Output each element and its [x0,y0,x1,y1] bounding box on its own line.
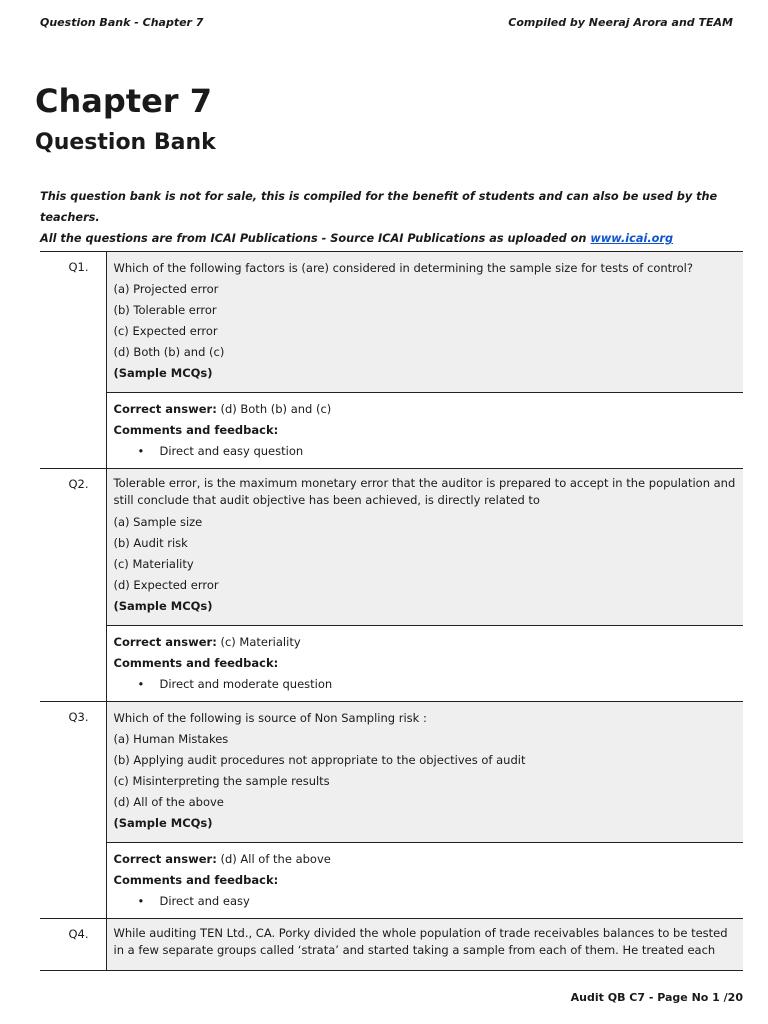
question-row [40,252,743,393]
chapter-title: Chapter 7 [35,82,212,120]
correct-answer-value: (d) Both (b) and (c) [220,402,332,416]
question-source-tag: (Sample MCQs) [113,816,213,830]
page-footer: Audit QB C7 - Page No 1 /20 [570,991,743,1004]
question-number: Q3. [40,702,106,919]
option: (a) Human Mistakes [113,732,229,746]
option: (c) Expected error [113,324,218,338]
feedback-item: • Direct and easy question [160,441,738,462]
comments-label: Comments and feedback: [113,656,279,670]
question-source-tag: (Sample MCQs) [113,366,213,380]
question-row [40,919,743,971]
intro-line-2-text: All the questions are from ICAI Publications - Source ICAI Publications as uploaded on [40,232,591,245]
feedback-item: • Direct and moderate question [160,674,738,695]
option: (d) Expected error [113,578,219,592]
option: (b) Audit risk [113,536,188,550]
answer-cell [106,393,743,469]
question-row [40,702,743,843]
correct-answer [114,399,738,420]
answer-row [40,843,743,919]
page-header [40,16,733,29]
question-number: Q4. [40,919,106,971]
header-left: Question Bank - Chapter 7 [40,16,204,29]
answer-row [40,626,743,702]
correct-answer-label: Correct answer: [113,402,217,416]
option: (a) Sample size [113,515,203,529]
answer-cell [106,843,743,919]
feedback-list [114,674,738,695]
correct-answer-label: Correct answer: [113,635,217,649]
answer-row [40,393,743,469]
option: (b) Applying audit procedures not appropriate to the objectives of audit [113,753,526,767]
comments-label: Comments and feedback: [113,423,279,437]
question-source-tag: (Sample MCQs) [113,599,213,613]
question-cell [106,469,743,626]
correct-answer-value: (d) All of the above [220,852,331,866]
feedback-item: • Direct and easy [160,891,738,912]
comments-label: Comments and feedback: [113,873,279,887]
page-subtitle: Question Bank [35,130,216,155]
question-cell [106,252,743,393]
option: (c) Materiality [113,557,194,571]
option: (d) All of the above [113,795,224,809]
intro-line-2 [40,228,748,249]
feedback-list [114,891,738,912]
question-number: Q1. [40,252,106,469]
correct-answer [114,849,738,870]
header-right: Compiled by Neeraj Arora and TEAM [508,16,733,29]
question-text: Tolerable error, is the maximum monetary error that the auditor is prepared to accept in the population and still conclude that audit objective has been achieved, is directly related to [113,476,736,507]
option: (d) Both (b) and (c) [113,345,225,359]
intro-note [40,186,748,249]
option: (c) Misinterpreting the sample results [113,774,330,788]
question-text: Which of the following factors is (are) considered in determining the sample size for tests of control? [113,261,693,275]
question-cell [106,919,743,971]
question-number: Q2. [40,469,106,702]
question-table [40,251,743,971]
question-text: Which of the following is source of Non Sampling risk : [113,711,427,725]
intro-line-1: This question bank is not for sale, this is compiled for the benefit of students and can also be used by the teachers. [40,190,718,224]
correct-answer-value: (c) Materiality [220,635,301,649]
question-row [40,469,743,626]
question-cell [106,702,743,843]
icai-link[interactable]: www.icai.org [590,232,674,245]
feedback-list [114,441,738,462]
answer-cell [106,626,743,702]
correct-answer-label: Correct answer: [113,852,217,866]
option: (a) Projected error [113,282,219,296]
option: (b) Tolerable error [113,303,217,317]
question-text: While auditing TEN Ltd., CA. Porky divided the whole population of trade receivables balances to be tested in a few separate groups called ‘strata’ and started taking a sample from each of them. He treated each [113,926,728,957]
correct-answer [114,632,738,653]
